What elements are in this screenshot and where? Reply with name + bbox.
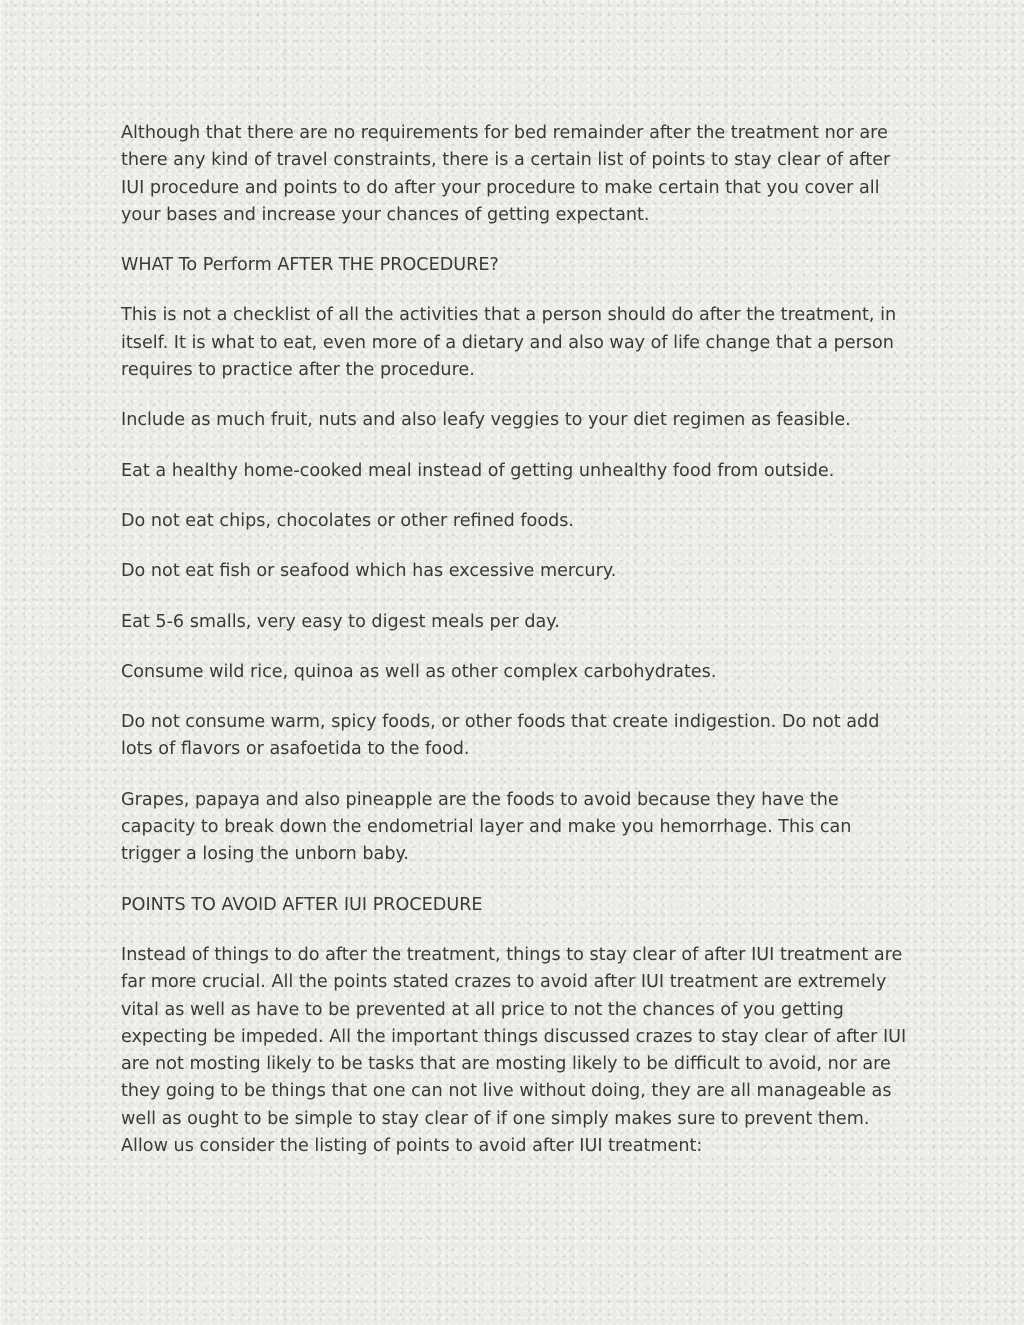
- paragraph: Do not eat chips, chocolates or other refined foods.: [121, 510, 575, 531]
- paragraph: Grapes, papaya and also pineapple are the foods to avoid because they have the capacity to break down the endometrial layer and make you hemorrhage. This can trigger a losing the unborn baby.: [121, 789, 852, 865]
- section-heading-points-to-avoid: POINTS TO AVOID AFTER IUI PROCEDURE: [121, 894, 483, 915]
- paragraph: Consume wild rice, quinoa as well as other complex carbohydrates.: [121, 661, 717, 682]
- intro-paragraph: Although that there are no requirements for bed remainder after the treatment nor are there any kind of travel constraints, there is a certain list of points to stay clear of after IUI procedure and points to do after your procedure to make certain that you cover all your bases and increase your chances of getting expectant.: [121, 123, 891, 225]
- paragraph: Do not eat fish or seafood which has excessive mercury.: [121, 561, 617, 582]
- paragraph: Include as much fruit, nuts and also leafy veggies to your diet regimen as feasible.: [121, 410, 851, 431]
- paragraph: Eat a healthy home-cooked meal instead of getting unhealthy food from outside.: [121, 460, 835, 481]
- section-heading-what-to-do: WHAT To Perform AFTER THE PROCEDURE?: [121, 255, 499, 276]
- paragraph: Instead of things to do after the treatment, things to stay clear of after IUI treatment are far more crucial. All the points stated crazes to avoid after IUI treatment are extremely vital as well as have to be prevented at all price to not the chances of you getting expecting be impeded. All the important things discussed crazes to stay clear of after IUI are not mosting likely to be tasks that are mosting likely to be difficult to avoid, nor are they going to be things that one can not live without doing, they are all manageable as well as ought to be simple to stay clear of if one simply makes sure to prevent them. Allow us consider the listing of points to avoid after IUI treatment:: [121, 944, 907, 1157]
- paragraph: Eat 5-6 smalls, very easy to digest meals per day.: [121, 611, 560, 632]
- paragraph: This is not a checklist of all the activities that a person should do after the treatment, in itself. It is what to eat, even more of a dietary and also way of life change that a person requires to practice after the procedure.: [121, 305, 897, 381]
- document-body: [121, 120, 911, 1183]
- paragraph: Do not consume warm, spicy foods, or other foods that create indigestion. Do not add lots of flavors or asafoetida to the food.: [121, 712, 880, 760]
